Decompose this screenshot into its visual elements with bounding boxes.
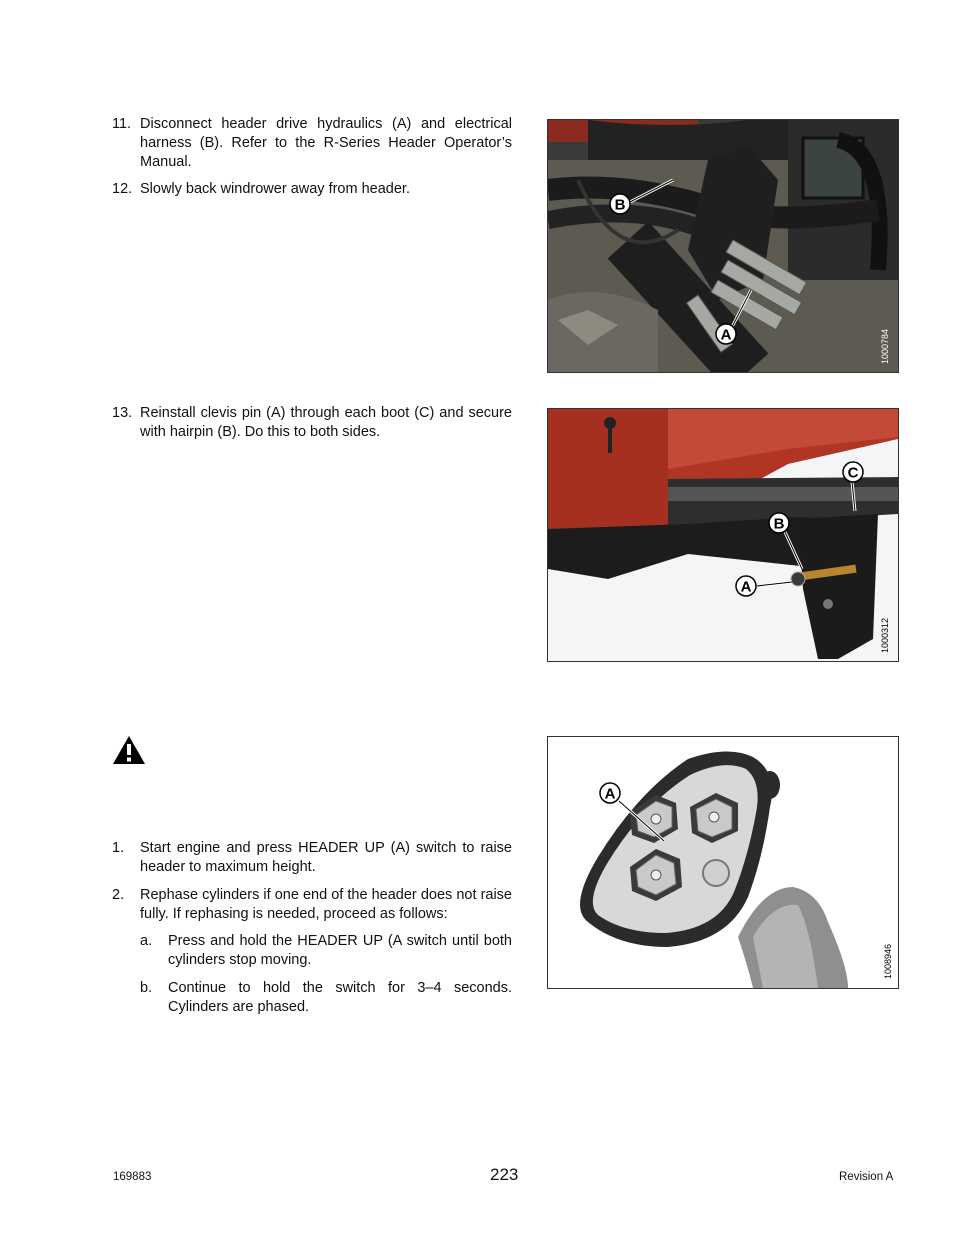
step-number: 12. <box>112 181 133 197</box>
callout-label: A <box>740 578 752 596</box>
step-text: Reinstall clevis pin (A) through each boot (C) and secure with hairpin (B). Do this to both sides. <box>140 405 512 440</box>
callout-label: B <box>773 515 785 533</box>
substep-b <box>140 979 512 1017</box>
warning-triangle-icon <box>112 735 146 765</box>
figure-joystick <box>547 736 899 989</box>
step-number: 1. <box>112 840 125 856</box>
figure-clevis-pin <box>547 408 899 662</box>
substep-letter: b. <box>140 980 153 996</box>
substep-text: Continue to hold the switch for 3–4 seconds. Cylinders are phased. <box>168 980 512 1015</box>
substep-letter: a. <box>140 933 153 949</box>
figure-id: 1000312 <box>880 617 890 653</box>
step-13 <box>112 404 512 442</box>
substep-a <box>140 932 512 970</box>
callout-label: A <box>720 326 732 344</box>
substep-text: Press and hold the HEADER UP (A switch until both cylinders stop moving. <box>168 933 512 968</box>
callout-label: C <box>847 464 859 482</box>
figure-hydraulics <box>547 119 899 373</box>
step-number: 11. <box>112 116 132 132</box>
step-2 <box>112 886 512 924</box>
callout-label: B <box>614 196 626 214</box>
step-12 <box>112 180 512 199</box>
step-11 <box>112 115 512 172</box>
step-number: 2. <box>112 887 125 903</box>
revision-label: Revision A <box>839 1171 894 1183</box>
step-1 <box>112 839 512 877</box>
figure-id: 1008946 <box>883 943 893 979</box>
figure-id: 1000784 <box>880 328 890 364</box>
document-number: 169883 <box>113 1171 152 1183</box>
callout-label: A <box>604 785 616 803</box>
step-text: Rephase cylinders if one end of the header does not raise fully. If rephasing is needed, proceed as follows: <box>140 887 512 922</box>
step-text: Disconnect header drive hydraulics (A) and electrical harness (B). Refer to the R-Series Header Operator’s Manual. <box>140 116 512 170</box>
step-text: Slowly back windrower away from header. <box>140 181 410 197</box>
step-number: 13. <box>112 405 133 421</box>
step-text: Start engine and press HEADER UP (A) switch to raise header to maximum height. <box>140 840 512 875</box>
page-number: 223 <box>490 1165 519 1184</box>
